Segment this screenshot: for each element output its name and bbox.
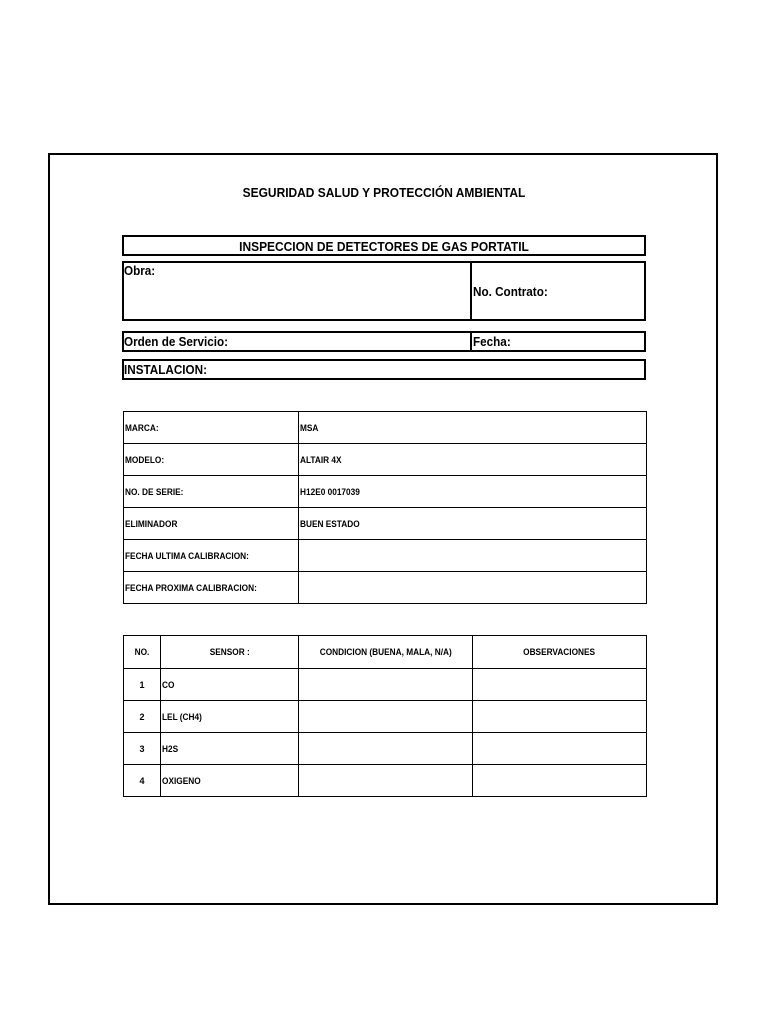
header-observaciones: OBSERVACIONES <box>473 636 647 669</box>
sensor-number: 4 <box>124 765 161 797</box>
contrato-field[interactable] <box>470 261 646 321</box>
table-row <box>124 669 647 701</box>
sensor-table <box>123 635 647 797</box>
sensor-condicion-cell[interactable] <box>299 669 473 701</box>
sensor-observaciones-cell[interactable] <box>473 669 647 701</box>
sensor-observaciones-cell[interactable] <box>473 765 647 797</box>
obra-field[interactable] <box>122 261 472 321</box>
equipment-value: H12E0 0017039 <box>300 486 360 497</box>
equipment-label-cell <box>124 412 299 444</box>
equipment-value: MSA <box>300 422 319 433</box>
sensor-name: OXIGENO <box>162 775 201 786</box>
equipment-label-cell <box>124 508 299 540</box>
equipment-value-cell[interactable] <box>299 412 647 444</box>
sensor-condicion-cell[interactable] <box>299 765 473 797</box>
header-no: NO. <box>124 636 161 669</box>
orden-servicio-field[interactable] <box>122 331 472 352</box>
fecha-label: Fecha: <box>473 334 511 349</box>
table-row <box>124 701 647 733</box>
header-condicion: CONDICION (BUENA, MALA, N/A) <box>299 636 473 669</box>
table-row <box>124 765 647 797</box>
equipment-label: FECHA PROXIMA CALIBRACION: <box>125 582 257 593</box>
document-subtitle: INSPECCION DE DETECTORES DE GAS PORTATIL <box>239 239 529 254</box>
equipment-table <box>123 411 647 604</box>
header-sensor: SENSOR : <box>161 636 299 669</box>
table-row <box>124 476 647 508</box>
equipment-label: MARCA: <box>125 422 159 433</box>
equipment-value: ALTAIR 4X <box>300 454 342 465</box>
table-row <box>124 412 647 444</box>
sensor-name: CO <box>162 679 175 690</box>
sensor-number: 3 <box>124 733 161 765</box>
table-row <box>124 540 647 572</box>
contrato-label: No. Contrato: <box>473 284 548 299</box>
equipment-label: NO. DE SERIE: <box>125 486 184 497</box>
equipment-value: BUEN ESTADO <box>300 518 360 529</box>
equipment-value-cell[interactable] <box>299 508 647 540</box>
sensor-observaciones-cell[interactable] <box>473 733 647 765</box>
sensor-number: 1 <box>124 669 161 701</box>
document-title: SEGURIDAD SALUD Y PROTECCIÓN AMBIENTAL <box>242 185 526 200</box>
equipment-value-cell[interactable] <box>299 444 647 476</box>
instalacion-label: INSTALACION: <box>124 362 207 377</box>
subtitle-box <box>122 235 646 256</box>
equipment-value-cell[interactable] <box>299 476 647 508</box>
sensor-name-cell <box>161 669 299 701</box>
equipment-value-cell[interactable] <box>299 540 647 572</box>
sensor-condicion-cell[interactable] <box>299 701 473 733</box>
table-row <box>124 508 647 540</box>
equipment-label-cell <box>124 444 299 476</box>
sensor-condicion-cell[interactable] <box>299 733 473 765</box>
equipment-value-cell[interactable] <box>299 572 647 604</box>
equipment-label-cell <box>124 540 299 572</box>
orden-servicio-label: Orden de Servicio: <box>124 334 229 349</box>
instalacion-field[interactable] <box>122 359 646 380</box>
sensor-name-cell <box>161 765 299 797</box>
sensor-number: 2 <box>124 701 161 733</box>
sensor-name: LEL (CH4) <box>162 711 202 722</box>
fecha-field[interactable] <box>470 331 646 352</box>
table-row <box>124 572 647 604</box>
equipment-label-cell <box>124 476 299 508</box>
sensor-observaciones-cell[interactable] <box>473 701 647 733</box>
table-row <box>124 733 647 765</box>
sensor-name: H2S <box>162 743 179 754</box>
table-row <box>124 444 647 476</box>
sensor-header-row <box>124 636 647 669</box>
sensor-name-cell <box>161 701 299 733</box>
obra-label: Obra: <box>124 263 156 278</box>
equipment-label: MODELO: <box>125 454 165 465</box>
equipment-label-cell <box>124 572 299 604</box>
equipment-label: FECHA ULTIMA CALIBRACION: <box>125 550 249 561</box>
sensor-name-cell <box>161 733 299 765</box>
equipment-label: ELIMINADOR <box>125 518 178 529</box>
